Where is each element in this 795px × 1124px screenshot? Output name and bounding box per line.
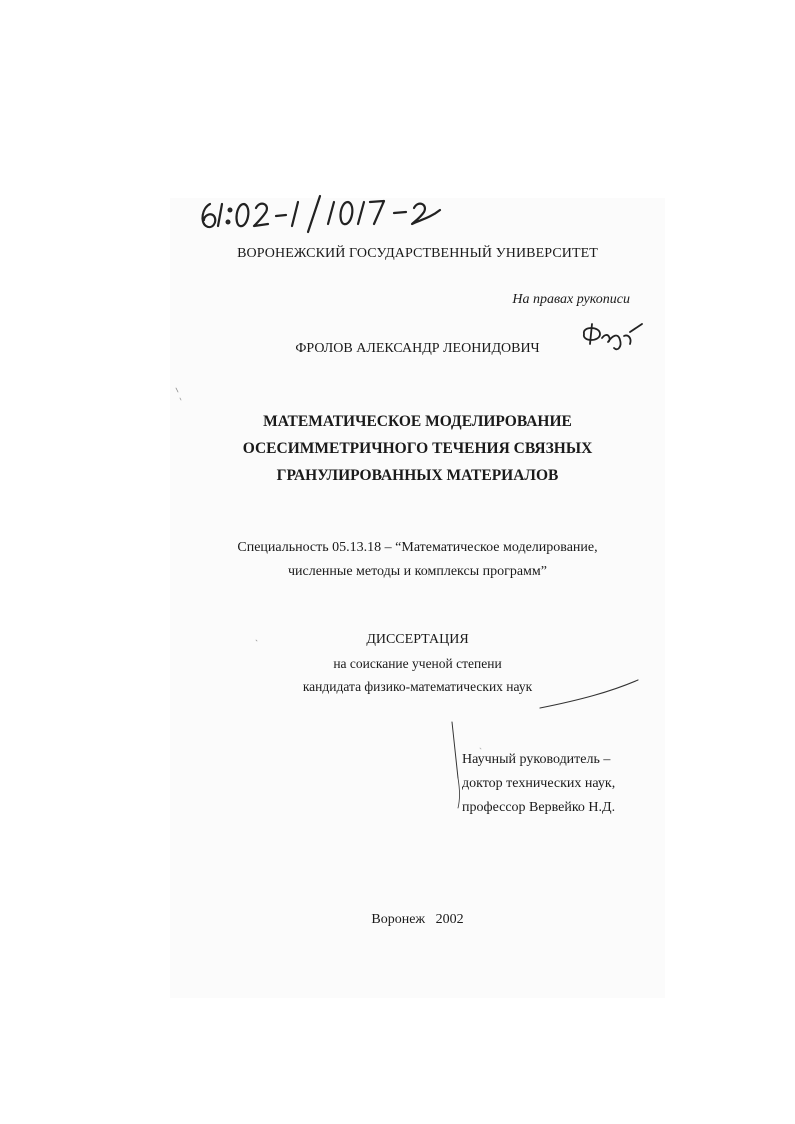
author-name: ФРОЛОВ АЛЕКСАНДР ЛЕОНИДОВИЧ: [295, 341, 540, 356]
supervisor-line: профессор Вервейко Н.Д.: [462, 800, 616, 815]
city-year: Воронеж 2002: [371, 912, 464, 927]
university-name: ВОРОНЕЖСКИЙ ГОСУДАРСТВЕННЫЙ УНИВЕРСИТЕТ: [237, 246, 598, 261]
handwritten-catalog-number: [196, 186, 456, 236]
title-line: ОСЕСИММЕТРИЧНОГО ТЕЧЕНИЯ СВЯЗНЫХ: [242, 440, 593, 457]
specialty-line: численные методы и комплексы программ”: [287, 564, 547, 579]
supervisor-block: [462, 748, 662, 820]
rights-note: На правах рукописи: [512, 292, 630, 307]
degree-line-2: кандидата физико-математических наук: [302, 679, 533, 694]
dissertation-label: ДИССЕРТАЦИЯ: [366, 632, 469, 647]
specialty: [170, 536, 665, 584]
specialty-line: Специальность 05.13.18 – “Математическое моделирование,: [237, 540, 598, 555]
degree-line-1: на соискание ученой степени: [333, 656, 502, 671]
title-line: МАТЕМАТИЧЕСКОЕ МОДЕЛИРОВАНИЕ: [263, 413, 572, 430]
dissertation-title: [170, 408, 665, 489]
supervisor-line: Научный руководитель –: [462, 752, 611, 767]
supervisor-line: доктор технических наук,: [462, 776, 616, 791]
title-line: ГРАНУЛИРОВАННЫХ МАТЕРИАЛОВ: [276, 467, 559, 484]
